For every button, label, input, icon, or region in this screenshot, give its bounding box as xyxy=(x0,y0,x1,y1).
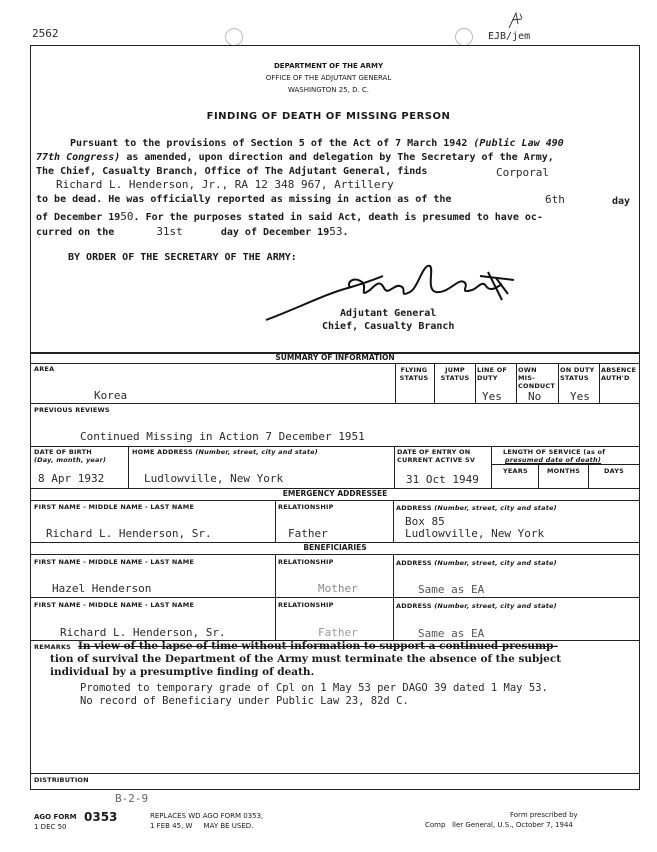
emergency-title-rule xyxy=(30,500,640,501)
benef1-rel-value: Mother xyxy=(318,582,358,595)
dob-value: 8 Apr 1932 xyxy=(38,472,105,485)
body-line-2: 77th Congress) as amended, upon direction and delegation by The Secretary of the Army, xyxy=(36,152,554,163)
emergency-addr-label: ADDRESS (Number, street, city and state) xyxy=(396,504,557,512)
remarks-line-4: Promoted to temporary grade of Cpl on 1 May 53 per DAGO 39 dated 1 May 53. xyxy=(80,682,548,694)
benef1-addr-value: Same as EA xyxy=(418,583,485,596)
body-line-3: The Chief, Casualty Branch, Office of The Adjutant General, finds xyxy=(36,166,428,177)
own-divider xyxy=(558,363,559,403)
days-label: DAYS xyxy=(604,467,624,475)
summary-title: SUMMARY OF INFORMATION xyxy=(275,353,395,362)
emergency-name-label: FIRST NAME - MIDDLE NAME - LAST NAME xyxy=(34,503,195,511)
typist-initials: EJB/jem xyxy=(488,31,531,42)
ondut-divider xyxy=(599,363,600,403)
footer-form-date: 1 DEC 50 xyxy=(34,823,67,831)
home-address-label: HOME ADDRESS (Number, street, city and state) xyxy=(132,448,318,456)
benef2-addr-label: ADDRESS (Number, street, city and state) xyxy=(396,602,557,610)
footer-prescribed-2: Comp ller General, U.S., October 7, 1944 xyxy=(425,821,573,829)
emergency-addr-1: Box 85 xyxy=(405,515,445,528)
body-line-1: Pursuant to the provisions of Section 5 of the Act of 7 March 1942 (Public Law 490 xyxy=(70,138,564,149)
by-order-line: BY ORDER OF THE SECRETARY OF THE ARMY: xyxy=(68,252,297,263)
punch-hole-right xyxy=(455,28,473,46)
lod-divider xyxy=(516,363,517,403)
los-rule xyxy=(491,464,640,465)
footer-replaces-2: 1 FEB 45, W MAY BE USED. xyxy=(150,822,254,830)
page-title: FINDING OF DEATH OF MISSING PERSON xyxy=(206,111,451,122)
los-label-2: presumed date of death) xyxy=(505,456,601,464)
benef2-rel-label: RELATIONSHIP xyxy=(278,601,334,609)
remarks-line-1: In view of the lapse of time without information to support a continued presump- xyxy=(78,640,558,652)
previous-reviews-value: Continued Missing in Action 7 December 1951 xyxy=(80,430,365,443)
signer-title-1: Adjutant General xyxy=(340,308,437,319)
document-number: 2562 xyxy=(32,27,59,40)
benef1-name-label: FIRST NAME - MIDDLE NAME - LAST NAME xyxy=(34,558,195,566)
footer-form-number: 0353 xyxy=(84,810,118,824)
body-line-7: curred on the 31st day of December 1953. xyxy=(36,225,349,238)
years-label: YEARS xyxy=(503,467,528,475)
day-missing: 6th xyxy=(545,193,565,206)
home-address-value: Ludlowville, New York xyxy=(144,472,284,485)
emergency-rel-value: Father xyxy=(288,527,328,540)
summary-title-rule xyxy=(30,363,640,364)
benef1-rel-label: RELATIONSHIP xyxy=(278,558,334,566)
benef1-name-value: Hazel Henderson xyxy=(52,582,152,595)
home-divider xyxy=(394,446,395,488)
header-dept: DEPARTMENT OF THE ARMY xyxy=(273,62,384,70)
remarks-line-2: tion of survival the Department of the Army must terminate the absence of the subject xyxy=(50,653,562,665)
remarks-label: REMARKS xyxy=(34,643,72,651)
footer-ago-form: AGO FORM xyxy=(34,813,77,821)
benef2-name-label: FIRST NAME - MIDDLE NAME - LAST NAME xyxy=(34,601,195,609)
dob-divider xyxy=(128,446,129,488)
own-misconduct-label: OWN MIS-CONDUCT xyxy=(518,366,556,390)
beneficiaries-title: BENEFICIARIES xyxy=(303,543,367,552)
flying-status-label: FLYING STATUS xyxy=(399,366,429,382)
benef1-addr-label: ADDRESS (Number, street, city and state) xyxy=(396,559,557,567)
emergency-rel-label: RELATIONSHIP xyxy=(278,503,334,511)
distribution-value: B-2-9 xyxy=(115,792,149,805)
own-misconduct-value: No xyxy=(528,390,542,403)
footer-prescribed-1: Form prescribed by xyxy=(510,811,578,819)
on-duty-label: ON DUTY STATUS xyxy=(560,366,595,382)
line-of-duty-value: Yes xyxy=(482,390,502,403)
dob-sublabel: (Day, month, year) xyxy=(34,456,107,464)
benef2-rule xyxy=(30,597,640,598)
previous-reviews-label: PREVIOUS REVIEWS xyxy=(34,406,110,414)
entry-label-2: CURRENT ACTIVE SV xyxy=(397,456,476,464)
body-line-5: to be dead. He was officially reported as missing in action as of the xyxy=(36,194,452,205)
emergency-title: EMERGENCY ADDRESSEE xyxy=(282,489,388,498)
jump-divider xyxy=(475,363,476,403)
prev-rule xyxy=(30,403,640,404)
on-duty-value: Yes xyxy=(570,390,590,403)
years-divider xyxy=(538,464,539,488)
dob-label: DATE OF BIRTH xyxy=(34,448,92,456)
area-divider xyxy=(395,363,396,403)
entry-label-1: DATE OF ENTRY ON xyxy=(397,448,471,456)
header-location: WASHINGTON 25, D. C. xyxy=(287,86,370,94)
punch-hole-left xyxy=(225,28,243,46)
benef2-name-value: Richard L. Henderson, Sr. xyxy=(60,626,226,639)
benef2-addr-value: Same as EA xyxy=(418,627,485,640)
header-office: OFFICE OF THE ADJUTANT GENERAL xyxy=(265,74,392,82)
body-line-5-end: day xyxy=(612,196,631,207)
benef2-rel-value: Father xyxy=(318,626,358,639)
remarks-line-3: individual by a presumptive finding of death. xyxy=(50,666,315,678)
signer-title-2: Chief, Casualty Branch xyxy=(322,321,455,332)
flying-divider xyxy=(434,363,435,403)
entry-divider xyxy=(491,446,492,488)
body-line-6: of December 1950. For the purposes stated in said Act, death is presumed to have oc- xyxy=(36,210,543,223)
los-label-1: LENGTH OF SERVICE (as of xyxy=(503,448,606,456)
area-value: Korea xyxy=(94,389,128,402)
entry-date-value: 31 Oct 1949 xyxy=(406,473,479,486)
emergency-div-2 xyxy=(393,500,394,542)
distribution-rule xyxy=(30,773,640,774)
footer-replaces-1: REPLACES WD AGO FORM 0353, xyxy=(150,812,264,820)
dob-rule xyxy=(30,446,640,447)
months-label: MONTHS xyxy=(547,467,581,475)
distribution-label: DISTRIBUTION xyxy=(34,776,89,784)
initials-scribble xyxy=(506,10,526,32)
benef-title-rule xyxy=(30,554,640,555)
area-label: AREA xyxy=(34,365,55,373)
emergency-addr-2: Ludlowville, New York xyxy=(405,527,545,540)
line-of-duty-label: LINE OF DUTY xyxy=(477,366,508,382)
jump-status-label: JUMP STATUS xyxy=(440,366,470,382)
emergency-name-value: Richard L. Henderson, Sr. xyxy=(46,527,212,540)
soldier-name-line: Richard L. Henderson, Jr., RA 12 348 967, Artillery xyxy=(56,178,394,191)
remarks-line-5: No record of Beneficiary under Public Law 23, 82d C. xyxy=(80,695,409,707)
rank-value: Corporal xyxy=(496,166,549,179)
months-divider xyxy=(588,464,589,488)
emergency-div-1 xyxy=(275,500,276,542)
absence-label: ABSENCE AUTH'D xyxy=(601,366,637,382)
